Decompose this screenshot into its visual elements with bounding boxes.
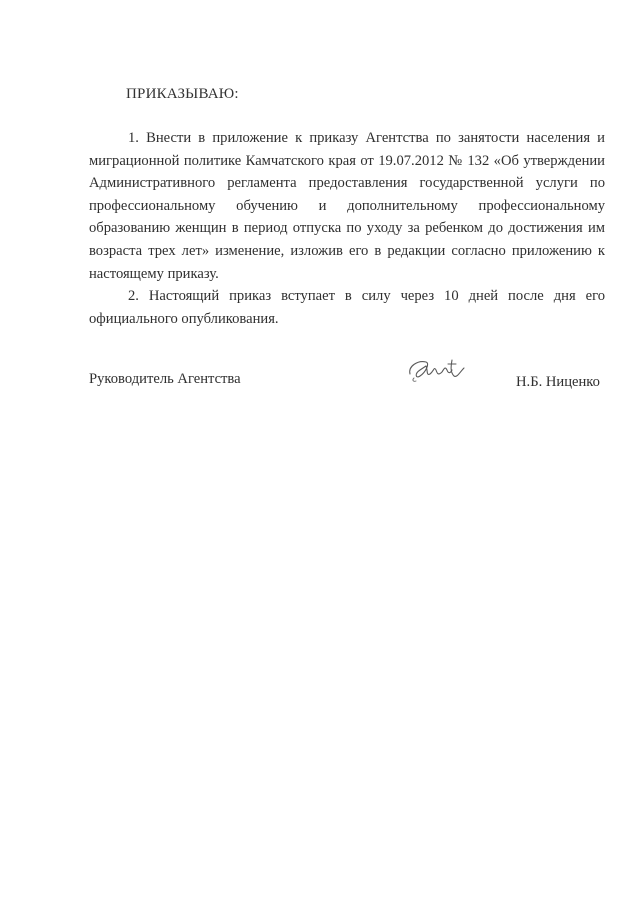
paragraph-2: 2. Настоящий приказ вступает в силу через 10 дней после дня его официального опубликования.	[89, 288, 605, 327]
handwritten-signature	[404, 354, 470, 388]
signer-position-title: Руководитель Агентства	[89, 371, 241, 387]
order-heading: ПРИКАЗЫВАЮ:	[126, 86, 239, 102]
paragraph-1: 1. Внести в приложение к приказу Агентства по занятости населения и миграционной политике Камчатского края от 19.07.2012 № 132 «Об утверждении Административного регламента предоставления государственной услуги по профессиональному обучению и дополнительному профессиональному образованию женщин в период отпуска по уходу за ребенком до достижения им возраста трех лет» изменение, изложив его в редакции согласно приложению к настоящему приказу.	[89, 130, 605, 282]
signer-name: Н.Б. Ниценко	[516, 374, 600, 390]
